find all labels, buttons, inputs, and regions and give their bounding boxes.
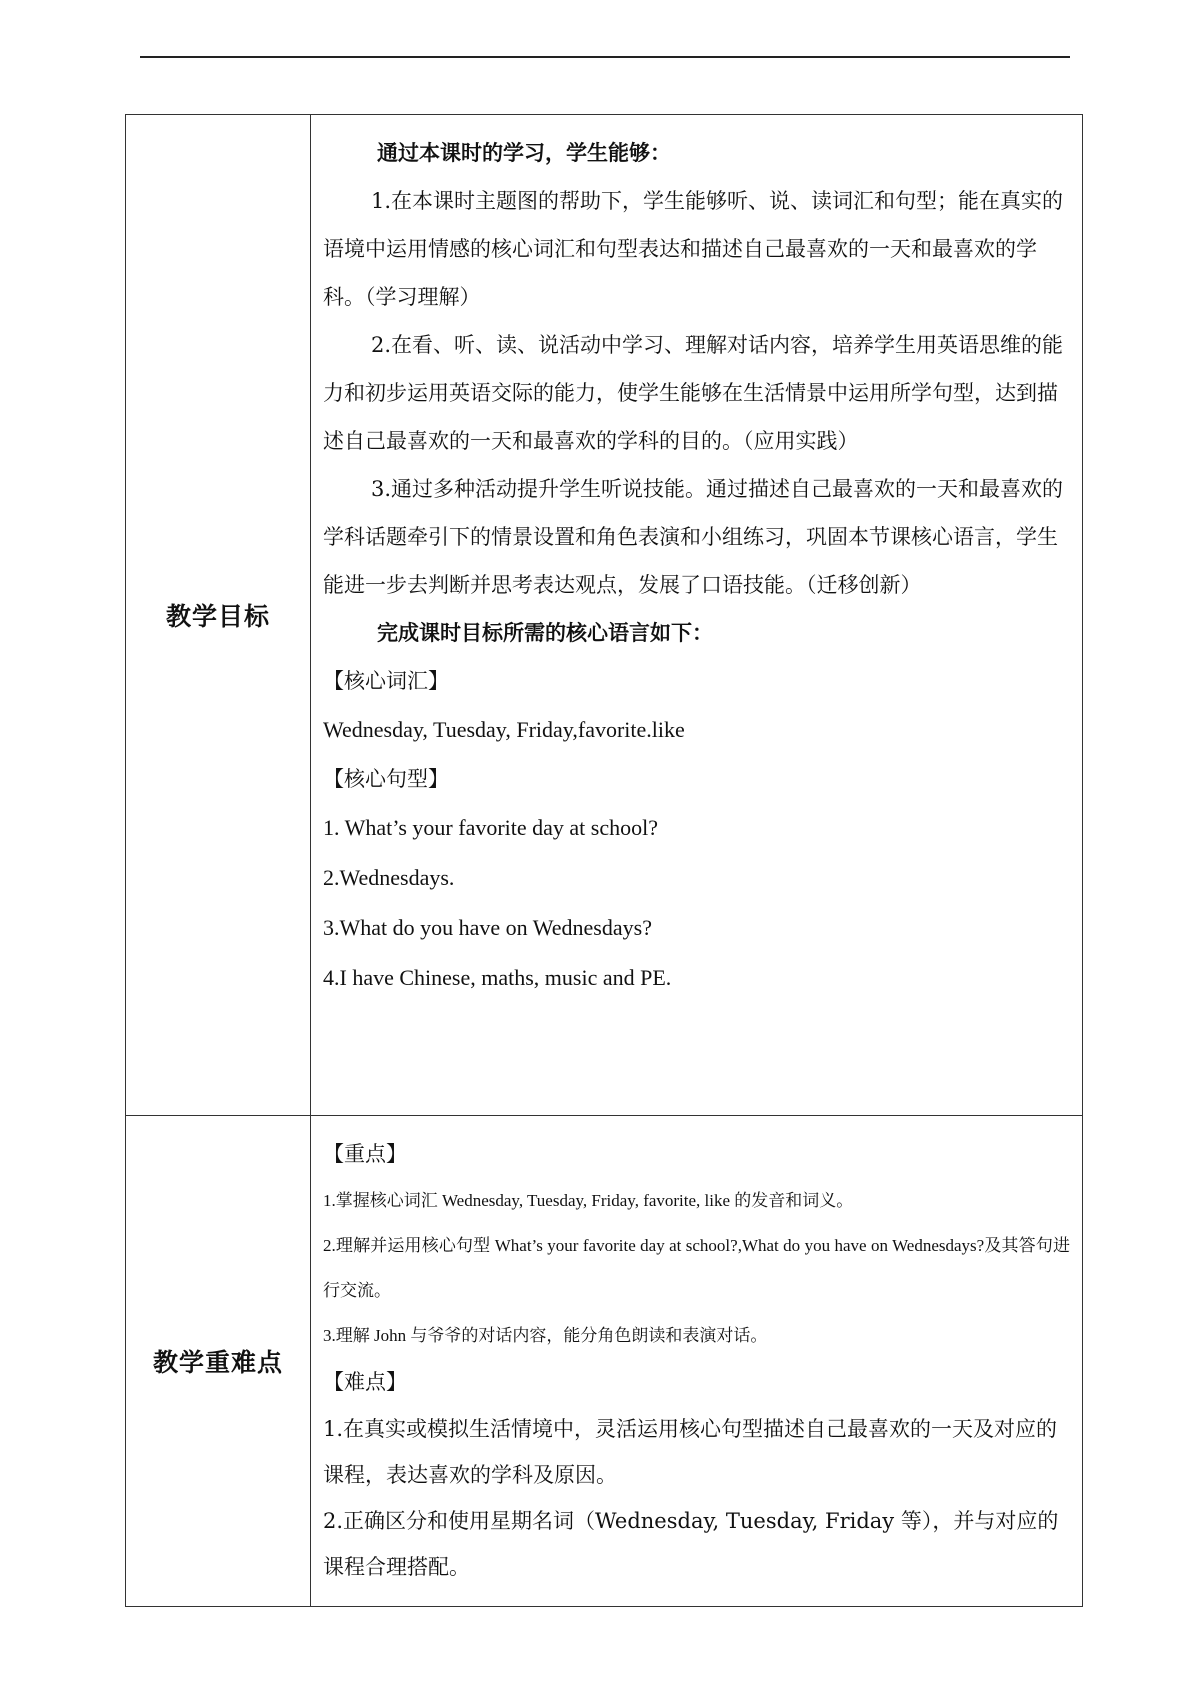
focus-1: 1.掌握核心词汇 Wednesday, Tuesday, Friday, favorite, like 的发音和词义。: [323, 1191, 854, 1210]
goals-intro: 通过本课时的学习，学生能够：: [377, 141, 671, 165]
teaching-goals-content-cell: [311, 115, 1083, 1116]
key-points-content-cell: [311, 1116, 1083, 1607]
key-points-label: 教学重难点: [152, 1348, 283, 1377]
difficulty-1: 1.在真实或模拟生活情境中，灵活运用核心句型描述自己最喜欢的一天及对应的课程，表达喜欢的学科及原因。: [323, 1417, 1058, 1487]
lesson-plan-table: [125, 114, 1083, 1607]
sentence-heading: 【核心句型】: [323, 767, 449, 791]
focus-3: 3.理解 John 与爷爷的对话内容，能分角色朗读和表演对话。: [323, 1326, 768, 1345]
sentence-1: 1. What’s your favorite day at school?: [323, 815, 658, 840]
core-language-heading: 完成课时目标所需的核心语言如下：: [377, 621, 713, 645]
objective-3: 3.通过多种活动提升学生听说技能。通过描述自己最喜欢的一天和最喜欢的学科话题牵引下的情景设置和角色表演和小组练习，巩固本节课核心语言，学生能进一步去判断并思考表达观点，发展了口语技能。（迁移创新）: [323, 477, 1064, 597]
sentence-2: 2.Wednesdays.: [323, 865, 455, 890]
key-points-label-cell: [126, 1116, 311, 1607]
objective-1: 1.在本课时主题图的帮助下，学生能够听、说、读词汇和句型；能在真实的语境中运用情感的核心词汇和句型表达和描述自己最喜欢的一天和最喜欢的学科。（学习理解）: [323, 189, 1064, 309]
vocab-heading: 【核心词汇】: [323, 669, 449, 693]
key-points-row: [126, 1116, 1083, 1607]
teaching-goals-row: [126, 115, 1083, 1116]
sentence-3: 3.What do you have on Wednesdays?: [323, 915, 652, 940]
objective-2: 2.在看、听、读、说活动中学习、理解对话内容，培养学生用英语思维的能力和初步运用英语交际的能力，使学生能够在生活情景中运用所学句型，达到描述自己最喜欢的一天和最喜欢的学科的目的。（应用实践）: [323, 333, 1064, 453]
focus-heading: 【重点】: [323, 1142, 407, 1166]
difficulty-2: 2.正确区分和使用星期名词（Wednesday, Tuesday, Friday 等），并与对应的课程合理搭配。: [323, 1509, 1059, 1579]
sentence-4: 4.I have Chinese, maths, music and PE.: [323, 965, 672, 990]
vocab-list: Wednesday, Tuesday, Friday,favorite.like: [323, 717, 685, 742]
header-rule: [140, 56, 1070, 58]
teaching-goals-label-cell: [126, 115, 311, 1116]
difficulty-heading: 【难点】: [323, 1370, 407, 1394]
focus-2: 2.理解并运用核心句型 What’s your favorite day at school?,What do you have on Wednesdays?及其答句进行交流。: [323, 1236, 1070, 1300]
teaching-goals-label: 教学目标: [165, 602, 270, 631]
